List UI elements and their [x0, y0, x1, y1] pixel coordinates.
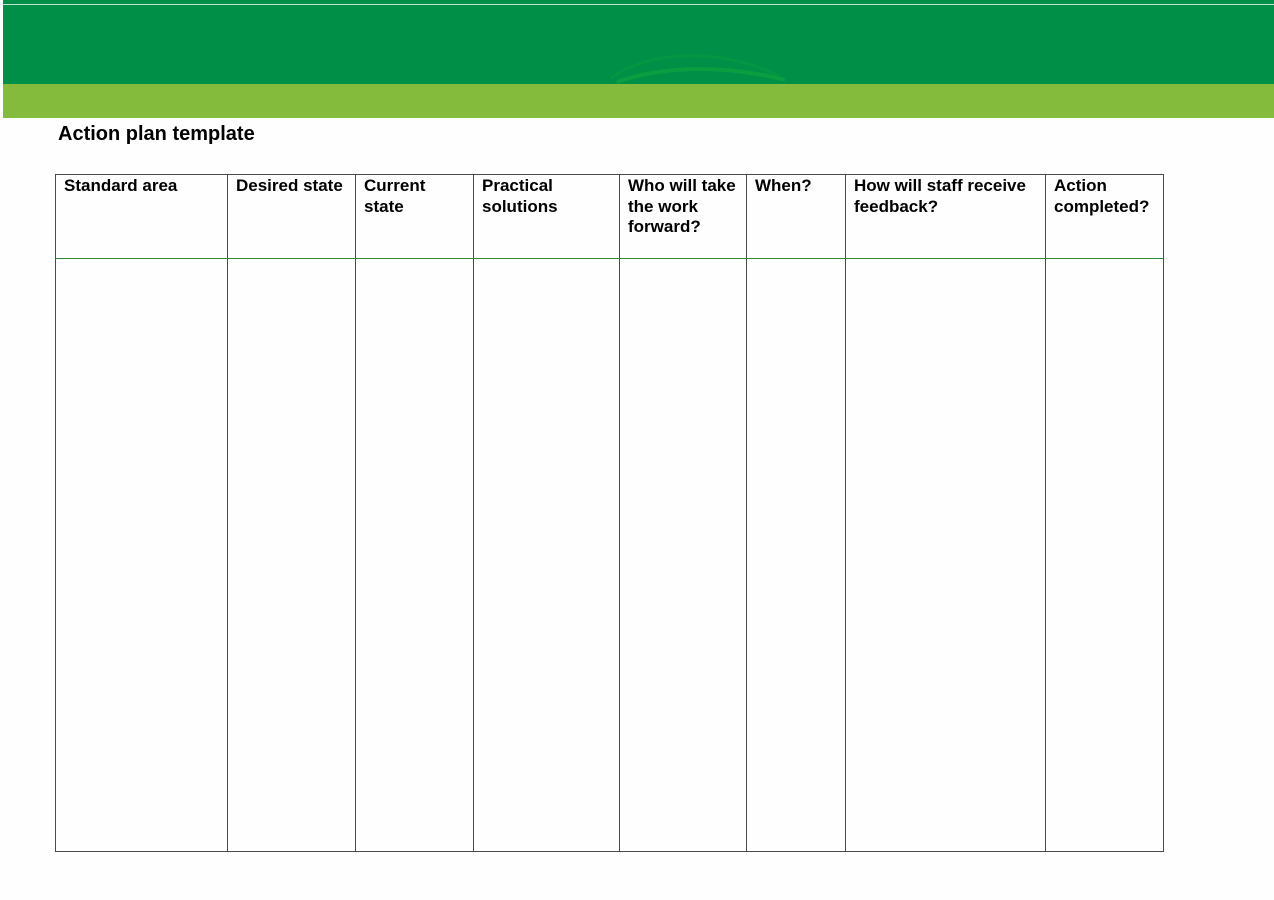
banner-swoosh-graphic — [603, 40, 793, 86]
table-cell-staff-feedback[interactable] — [846, 259, 1046, 852]
column-header-who-will-take-work-forward: Who will take the work forward? — [620, 175, 747, 259]
table-cell-who-will-take-work-forward[interactable] — [620, 259, 747, 852]
banner-top-rule — [3, 4, 1274, 5]
column-header-when: When? — [747, 175, 846, 259]
header-banner — [3, 0, 1274, 118]
column-header-standard-area: Standard area — [56, 175, 228, 259]
column-header-desired-state: Desired state — [228, 175, 356, 259]
table-cell-when[interactable] — [747, 259, 846, 852]
table-cell-current-state[interactable] — [356, 259, 474, 852]
column-header-current-state: Current state — [356, 175, 474, 259]
column-header-action-completed: Action completed? — [1046, 175, 1164, 259]
table-header-row — [56, 175, 1164, 259]
action-plan-table — [55, 174, 1164, 852]
column-header-practical-solutions: Practical solutions — [474, 175, 620, 259]
banner-lime-band — [3, 84, 1274, 118]
table-cell-practical-solutions[interactable] — [474, 259, 620, 852]
page-title: Action plan template — [58, 123, 255, 145]
column-header-staff-feedback: How will staff receive feedback? — [846, 175, 1046, 259]
table-cell-standard-area[interactable] — [56, 259, 228, 852]
table-cell-action-completed[interactable] — [1046, 259, 1164, 852]
table-cell-desired-state[interactable] — [228, 259, 356, 852]
table-row — [56, 259, 1164, 852]
